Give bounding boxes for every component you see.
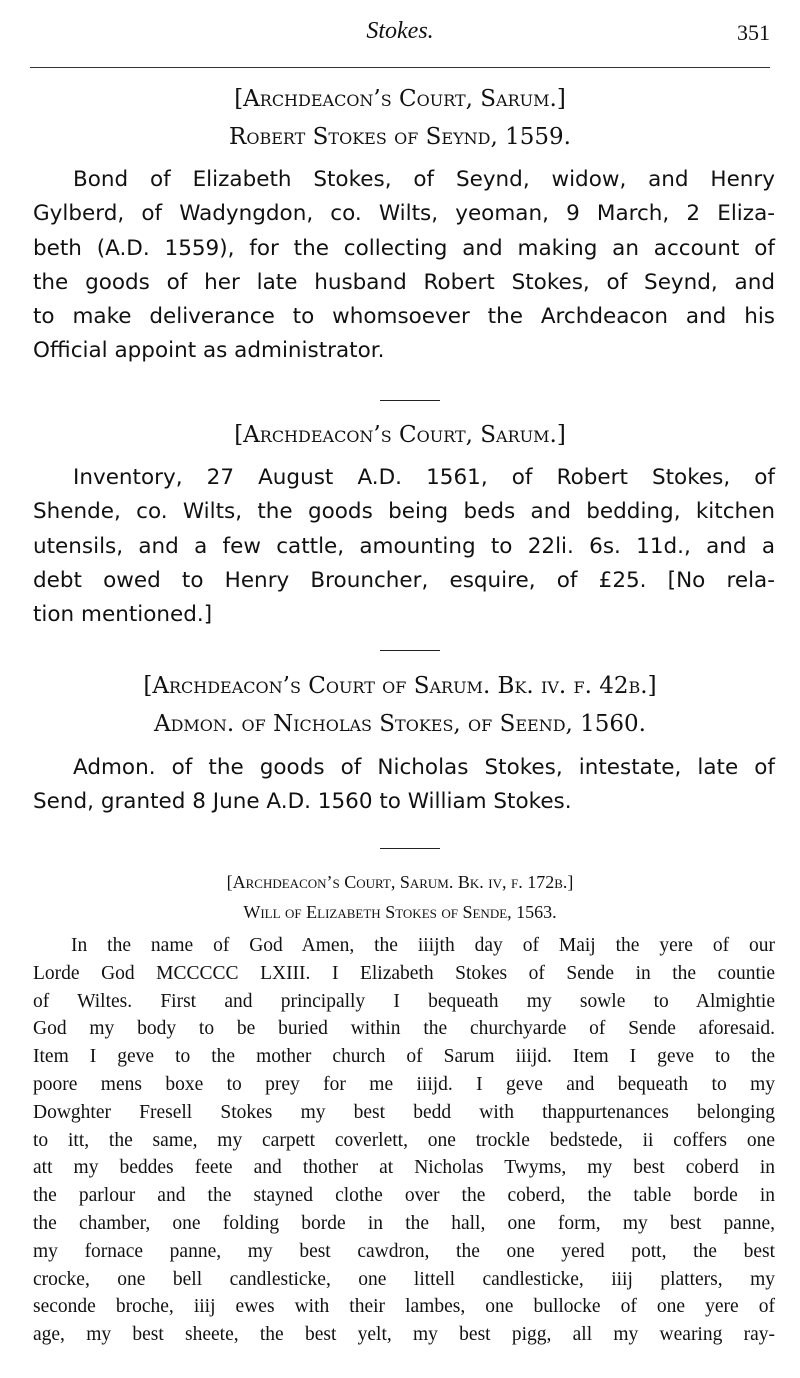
section-3-heading: [Archdeacon’s Court of Sarum. Bk. iv. f. 42b.]	[143, 673, 657, 699]
text-line: Send, granted 8 June A.D. 1560 to William Stokes.	[33, 789, 572, 815]
text-line: Item I geve to the mother church of Sarum iiijd. Item I geve to the	[33, 1046, 775, 1068]
text-line: age, my best sheete, the best yelt, my best pigg, all my wearing ray-	[33, 1324, 775, 1346]
text-line: my fornace panne, my best cawdron, the one yered pott, the best	[33, 1240, 775, 1262]
text-line: beth (A.D. 1559), for the collecting and making an account of	[33, 235, 775, 261]
text-line: of Wiltes. First and principally I bequeath my sowle to Almightie	[33, 990, 775, 1012]
section-divider	[380, 650, 440, 651]
section-divider	[380, 848, 440, 849]
section-4-heading: [Archdeacon’s Court, Sarum. Bk. iv, f. 172b.]	[226, 872, 574, 892]
header-rule	[30, 67, 770, 68]
page-number: 351	[737, 20, 770, 45]
text-line: Shende, co. Wilts, the goods being beds and bedding, kitchen	[33, 499, 775, 525]
text-line: the parlour and the stayned clothe over the coberd, the table borde in	[33, 1185, 775, 1207]
text-line: In the name of God Amen, the iiijth day of Maij the yere of our	[71, 935, 775, 956]
text-line: Admon. of the goods of Nicholas Stokes, intestate, late of	[73, 755, 775, 780]
section-4-subheading: Will of Elizabeth Stokes of Sende, 1563.	[243, 902, 557, 922]
text-line: Bond of Elizabeth Stokes, of Seynd, widow, and Henry	[73, 167, 775, 192]
text-line: to make deliverance to whomsoever the Archdeacon and his	[33, 304, 775, 330]
section-3-subheading: Admon. of Nicholas Stokes, of Seend, 1560.	[153, 711, 646, 737]
text-line: debt owed to Henry Brouncher, esquire, of £25. [No rela-	[33, 567, 775, 593]
text-line: utensils, and a few cattle, amounting to 22li. 6s. 11d., and a	[33, 533, 775, 559]
text-line: Gylberd, of Wadyngdon, co. Wilts, yeoman, 9 March, 2 Eliza-	[33, 201, 775, 227]
text-line: God my body to be buried within the churchyarde of Sende aforesaid.	[33, 1018, 775, 1040]
text-line: tion mentioned.]	[33, 602, 213, 628]
text-line: poore mens boxe to prey for me iiijd. I geve and bequeath to my	[33, 1073, 775, 1095]
section-1-subheading: Robert Stokes of Seynd, 1559.	[229, 124, 571, 150]
text-line: att my beddes feete and thother at Nicholas Twyms, my best coberd in	[33, 1157, 775, 1179]
section-2-heading: [Archdeacon’s Court, Sarum.]	[234, 422, 566, 448]
text-line: Inventory, 27 August A.D. 1561, of Robert Stokes, of	[73, 465, 775, 490]
text-line: the goods of her late husband Robert Stokes, of Seynd, and	[33, 269, 775, 295]
text-line: Lorde God MCCCCC LXIII. I Elizabeth Stokes of Sende in the countie	[33, 962, 775, 984]
section-3-body	[33, 751, 775, 820]
section-2-body	[33, 461, 775, 632]
text-line: seconde broche, iiij ewes with their lambes, one bullocke of one yere of	[33, 1296, 775, 1318]
text-line: Dowghter Fresell Stokes my best bedd with thappurtenances belonging	[33, 1101, 775, 1123]
text-line: Official appoint as administrator.	[33, 338, 385, 364]
section-1-body	[33, 163, 775, 369]
section-divider	[380, 400, 440, 401]
text-line: the chamber, one folding borde in the hall, one form, my best panne,	[33, 1212, 775, 1234]
text-line: to itt, the same, my carpett coverlett, one trockle bedstede, ii coffers one	[33, 1129, 775, 1151]
running-title: Stokes.	[366, 18, 434, 44]
section-4-body	[33, 932, 775, 1349]
text-line: crocke, one bell candlesticke, one littell candlesticke, iiij platters, my	[33, 1268, 775, 1290]
section-1-heading: [Archdeacon’s Court, Sarum.]	[234, 86, 566, 112]
